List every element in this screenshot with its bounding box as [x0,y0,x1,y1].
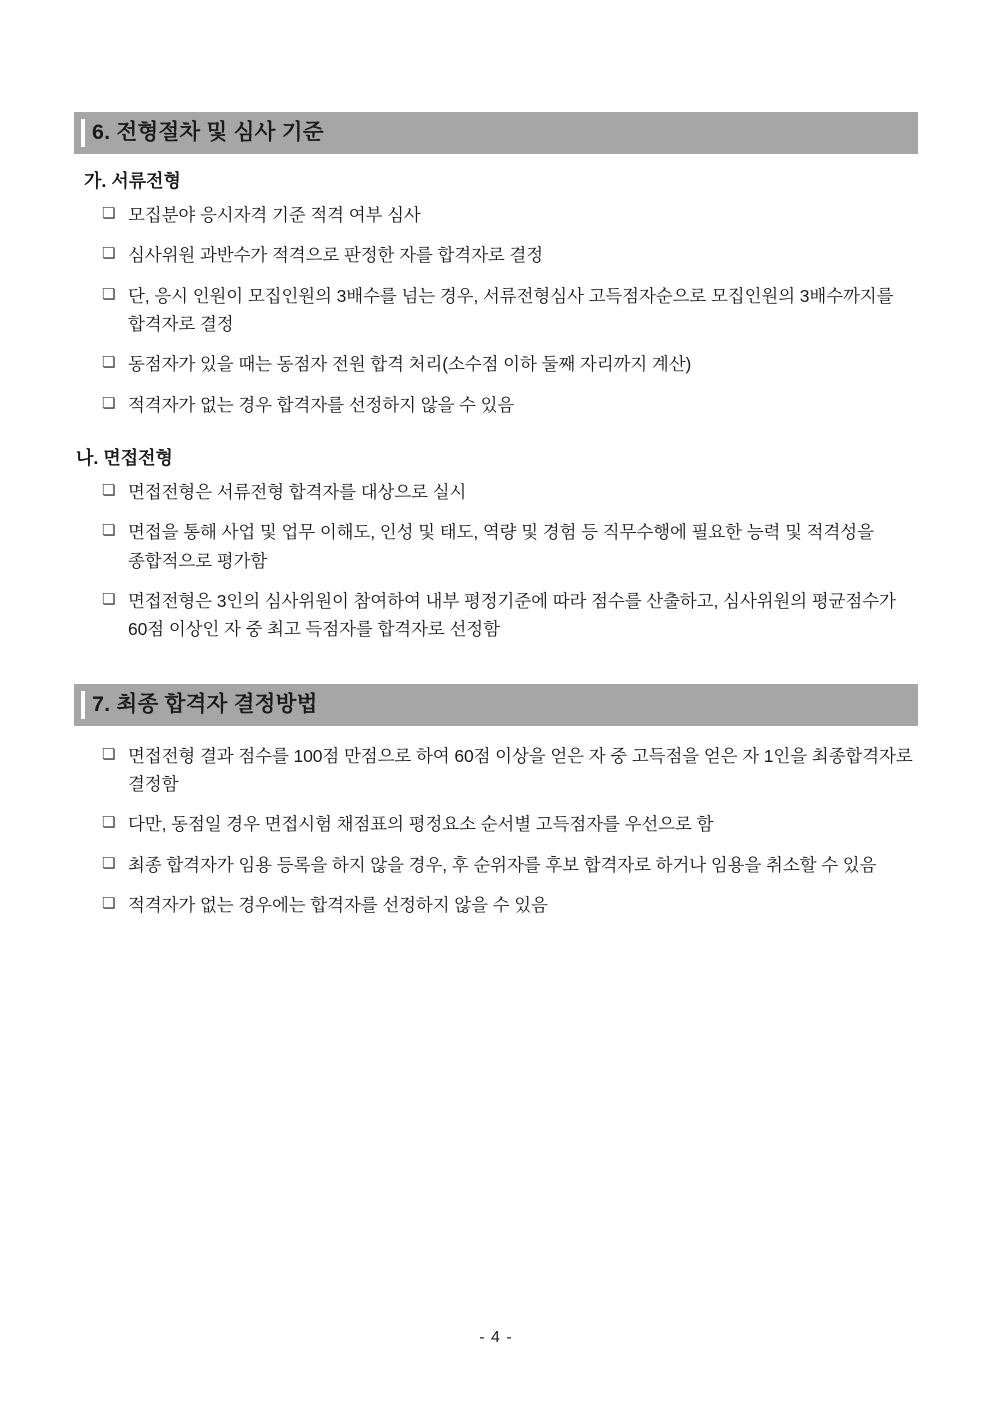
list-item-text: 면접전형은 서류전형 합격자를 대상으로 실시 [128,481,467,502]
bullet-icon: ❏ [102,204,116,222]
list-item [96,851,918,879]
list-item [96,891,918,919]
list-item-text: 단, 응시 인원이 모집인원의 3배수를 넘는 경우, 서류전형심사 고득점자순으로 모집인원의 3배수까지를 합격자로 결정 [128,285,894,334]
section-7 [74,684,918,920]
list-item-text: 적격자가 없는 경우에는 합격자를 선정하지 않을 수 있음 [128,894,548,915]
bullet-icon: ❏ [102,590,116,608]
section-6-heading: 6. 전형절차 및 심사 기준 [74,112,918,154]
bullet-icon: ❏ [102,481,116,499]
bullet-icon: ❏ [102,245,116,263]
bullet-icon: ❏ [102,894,116,912]
list-item [96,587,918,644]
list-item-text: 적격자가 없는 경우 합격자를 선정하지 않을 수 있음 [128,394,515,415]
bullet-icon: ❏ [102,522,116,540]
list-item [96,350,918,378]
list-item [96,282,918,339]
bullet-icon: ❏ [102,354,116,372]
section-6-sub-a-heading: 가. 서류전형 [84,170,181,191]
section-6-sub-b-heading: 나. 면접전형 [76,447,173,468]
list-item [96,241,918,269]
bullet-icon: ❏ [102,854,116,872]
bullet-icon: ❏ [102,814,116,832]
section-6-sub-b-list [96,478,918,644]
section-7-list [96,742,918,920]
list-item [96,810,918,838]
bullet-icon: ❏ [102,394,116,412]
section-6-sub-a-list [96,201,918,419]
list-item [96,518,918,575]
list-item-text: 심사위원 과반수가 적격으로 판정한 자를 합격자로 결정 [128,245,544,266]
list-item-text: 면접을 통해 사업 및 업무 이해도, 인성 및 태도, 역량 및 경험 등 직무수행에 필요한 능력 및 적격성을 종합적으로 평가함 [128,522,874,571]
list-item-text: 동점자가 있을 때는 동점자 전원 합격 처리(소수점 이하 둘째 자리까지 계산) [128,354,692,375]
list-item-text: 최종 합격자가 임용 등록을 하지 않을 경우, 후 순위자를 후보 합격자로 하거나 임용을 취소할 수 있음 [128,854,877,875]
list-item-text: 면접전형은 3인의 심사위원이 참여하여 내부 평정기준에 따라 점수를 산출하고, 심사위원의 평균점수가 60점 이상인 자 중 최고 득점자를 합격자로 선정함 [128,590,896,640]
list-item [96,478,918,506]
bullet-icon: ❏ [102,285,116,303]
bullet-icon: ❏ [102,745,116,763]
page-number: - 4 - [479,1329,513,1346]
list-item-text: 다만, 동점일 경우 면접시험 채점표의 평정요소 순서별 고득점자를 우선으로 함 [128,814,714,835]
list-item [96,742,918,799]
list-item [96,201,918,229]
list-item-text: 면접전형 결과 점수를 100점 만점으로 하여 60점 이상을 얻은 자 중 고득점을 얻은 자 1인을 최종합격자로 결정함 [128,745,913,794]
section-7-heading: 7. 최종 합격자 결정방법 [74,684,918,726]
list-item-text: 모집분야 응시자격 기준 적격 여부 심사 [128,204,421,225]
list-item [96,391,918,419]
